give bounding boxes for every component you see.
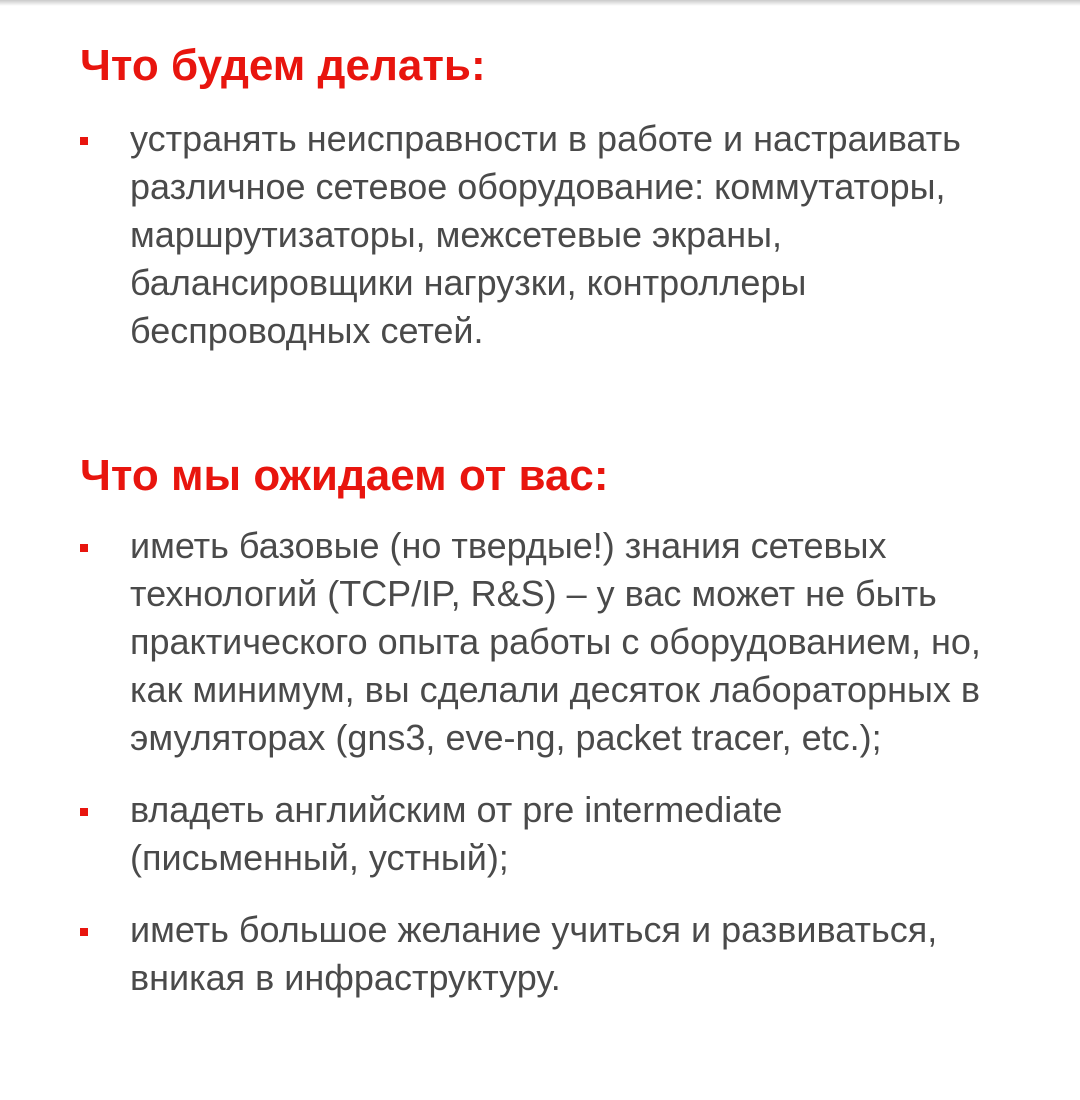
list-item [80, 522, 1020, 762]
top-shadow-divider [0, 0, 1080, 6]
list-item-text: владеть английским от pre intermediate (письменный, устный); [130, 789, 783, 878]
square-bullet-icon [80, 928, 88, 936]
list-item-text: иметь базовые (но твердые!) знания сетевых технологий (TCP/IP, R&S) – у вас может не быть практического опыта работы с оборудованием, но, как минимум, вы сделали десяток лабораторных в эмуляторах (gns3, eve-ng, packet tracer, etc.); [130, 525, 981, 758]
section-heading: Что будем делать: [80, 41, 486, 90]
square-bullet-icon [80, 808, 88, 816]
square-bullet-icon [80, 544, 88, 552]
bullet-list [80, 115, 1020, 355]
section-heading: Что мы ожидаем от вас: [80, 451, 609, 500]
list-item-text: устранять неисправности в работе и настраивать различное сетевое оборудование: коммутаторы, маршрутизаторы, межсетевые экраны, балансировщики нагрузки, контроллеры беспроводных сетей. [130, 118, 961, 351]
list-item [80, 115, 1020, 355]
section-what-we-do [80, 38, 1020, 355]
list-item [80, 786, 1020, 882]
list-item [80, 906, 1020, 1002]
list-item-text: иметь большое желание учиться и развиваться, вникая в инфраструктуру. [130, 909, 938, 998]
section-what-we-expect [80, 448, 1020, 1002]
bullet-list [80, 522, 1020, 1002]
square-bullet-icon [80, 137, 88, 145]
